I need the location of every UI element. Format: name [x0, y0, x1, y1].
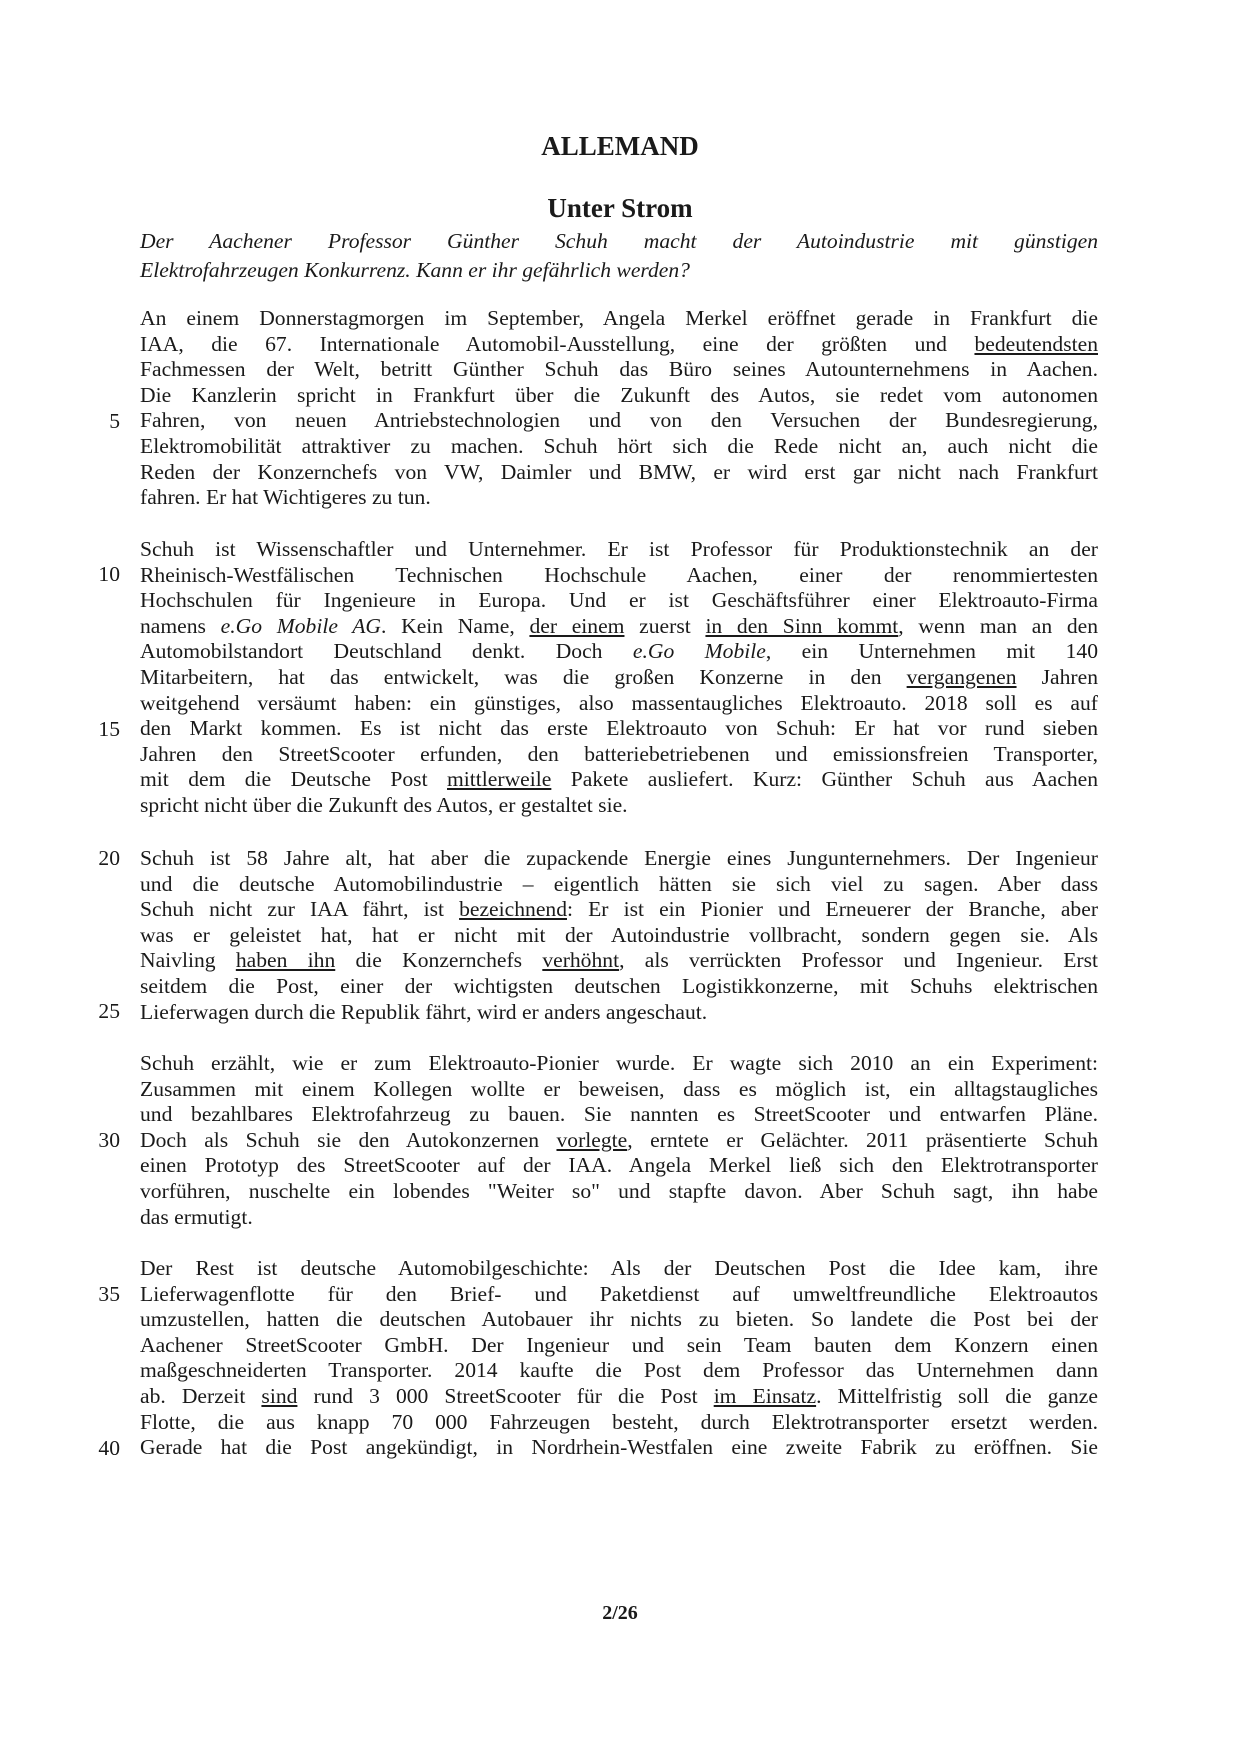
underlined-term: mittlerweile [447, 767, 552, 792]
text-line [140, 740, 1098, 769]
text-line [140, 714, 1098, 743]
text-line [140, 458, 1098, 487]
text-line [140, 355, 1098, 384]
text-run: ab. Derzeit [140, 1384, 262, 1408]
text-run: die Konzernchefs [335, 948, 543, 973]
line-number: 30 [98, 1128, 120, 1152]
text-run: Schuh nicht zur IAA fährt, ist [140, 897, 460, 922]
text-run: Hochschulen für Ingenieure in Europa. Und er ist Geschäftsführer einer Elektroauto-Firma [140, 588, 1098, 613]
text-line [140, 1151, 1098, 1180]
text-line [140, 765, 1098, 794]
text-run: und die deutsche Automobilindustrie – eigentlich hätten sie sich viel zu sagen. Aber dass [140, 871, 1098, 896]
underlined-term: vorlegte [556, 1127, 628, 1152]
text-line [140, 483, 1098, 512]
text-line [140, 1075, 1098, 1104]
text-run: mit dem die Deutsche Post [140, 767, 447, 792]
text-run: Jahren [1016, 665, 1098, 689]
text-run: Flotte, die aus knapp 70 000 Fahrzeugen besteht, durch Elektrotransporter ersetzt werden. [140, 1409, 1098, 1434]
underlined-term: der einem [529, 613, 625, 638]
text-run: : Er ist ein Pionier und Erneuerer der Branche, aber [567, 897, 1099, 922]
text-run: Reden der Konzernchefs von VW, Daimler und BMW, er wird erst gar nicht nach Frankfurt [140, 459, 1098, 484]
text-line [140, 1203, 1098, 1232]
text-line [140, 1254, 1098, 1283]
text-run: Naivling [140, 948, 236, 973]
text-run: . Kein Name, [381, 613, 530, 638]
text-run: Schuh ist 58 Jahre alt, hat aber die zupackende Energie eines Jungunternehmers. Der Ingenieur [140, 846, 1098, 870]
line-number: 40 [98, 1436, 120, 1460]
text-run: Automobilstandort Deutschland denkt. Doch [140, 639, 633, 664]
text-line [140, 535, 1098, 564]
text-run: Jahren den StreetScooter erfunden, den batteriebetriebenen und emissionsfreien Transporter, [140, 741, 1098, 766]
line-number: 15 [98, 717, 120, 741]
underlined-term: haben ihn [235, 948, 336, 973]
text-line [140, 406, 1098, 435]
underlined-term: sind [261, 1384, 298, 1408]
text-run: namens [140, 613, 221, 638]
underlined-term: in den Sinn kommt [705, 613, 899, 638]
underlined-term: vergangenen [906, 665, 1017, 689]
text-run: zuerst [624, 613, 706, 638]
text-line [140, 870, 1098, 899]
text-line [140, 663, 1098, 692]
text-run: Pakete ausliefert. Kurz: Günther Schuh aus Aachen [551, 767, 1098, 792]
text-run: Elektromobilität attraktiver zu machen. Schuh hört sich die Rede nicht an, auch nicht die [140, 434, 1098, 458]
text-run: , wenn man an den [898, 613, 1098, 638]
text-run: rund 3 000 StreetScooter für die Post [297, 1384, 714, 1408]
text-run: fahren. Er hat Wichtigeres zu tun. [140, 485, 431, 510]
text-line [140, 1356, 1098, 1385]
text-run: einen Prototyp des StreetScooter auf der IAA. Angela Merkel ließ sich den Elektrotransporter [140, 1153, 1098, 1178]
italic-name: e.Go Mobile AG [220, 613, 381, 638]
line-number: 20 [98, 846, 120, 870]
document-title: ALLEMAND [541, 131, 699, 161]
text-run: , erntete er Gelächter. 2011 präsentierte Schuh [627, 1127, 1098, 1152]
text-line [140, 304, 1098, 333]
text-line [140, 561, 1098, 590]
text-run: Aachener StreetScooter GmbH. Der Ingenieur und sein Team bauten dem Konzern einen [140, 1332, 1098, 1357]
text-run: , ein Unternehmen mit 140 [765, 639, 1098, 664]
text-run: seitdem die Post, einer der wichtigsten deutschen Logistikkonzerne, mit Schuhs elektrischen [140, 974, 1098, 998]
underlined-term: bezeichnend [459, 897, 567, 922]
text-line [140, 1100, 1098, 1129]
text-run: Mitarbeitern, hat das entwickelt, was die großen Konzerne in den [140, 665, 907, 689]
text-run: Die Kanzlerin spricht in Frankfurt über die Zukunft des Autos, sie redet vom autonomen [140, 382, 1098, 407]
lead-line: Elektrofahrzeugen Konkurrenz. Kann er ihr gefährlich werden? [140, 258, 690, 282]
text-run: , als verrückten Professor und Ingenieur. Erst [619, 948, 1099, 973]
underlined-term: im Einsatz [713, 1384, 817, 1408]
text-line [140, 330, 1098, 359]
text-run: maßgeschneiderten Transporter. 2014 kaufte die Post dem Professor das Unternehmen dann [140, 1358, 1098, 1383]
text-line [140, 1177, 1098, 1206]
italic-name: e.Go Mobile [632, 639, 766, 664]
line-number: 25 [98, 999, 120, 1023]
text-run: Fahren, von neuen Antriebstechnologien und von den Versuchen der Bundesregierung, [140, 408, 1098, 433]
text-line [140, 972, 1098, 1001]
text-line [140, 612, 1098, 641]
text-line [140, 844, 1098, 873]
text-run: IAA, die 67. Internationale Automobil-Ausstellung, eine der größten und [140, 331, 975, 356]
text-run: Lieferwagenflotte für den Brief- und Paketdienst auf umweltfreundliche Elektroautos [140, 1281, 1098, 1306]
text-line [140, 1280, 1098, 1309]
text-run: Lieferwagen durch die Republik fährt, wird er anders angeschaut. [140, 999, 708, 1024]
line-number: 35 [98, 1282, 120, 1306]
article-title: Unter Strom [547, 193, 693, 223]
text-line [140, 998, 1098, 1027]
text-line [140, 381, 1098, 410]
line-number: 5 [109, 409, 120, 433]
underlined-term: verhöhnt [542, 948, 620, 973]
text-run: Schuh ist Wissenschaftler und Unternehmer. Er ist Professor für Produktionstechnik an der [140, 537, 1098, 561]
text-line [140, 637, 1098, 666]
text-run: vorführen, nuschelte ein lobendes "Weiter so" und stapfte davon. Aber Schuh sagt, ihn habe [140, 1179, 1098, 1203]
text-line [140, 1433, 1098, 1462]
text-run: Zusammen mit einem Kollegen wollte er beweisen, dass es möglich ist, ein alltagstaugliches [140, 1076, 1098, 1101]
text-run: den Markt kommen. Es ist nicht das erste Elektroauto von Schuh: Er hat vor rund sieben [140, 716, 1098, 741]
text-run: weitgehend versäumt haben: ein günstiges, also massentaugliches Elektroauto. 2018 soll es auf [140, 690, 1098, 715]
page-number: 2/26 [602, 1602, 638, 1624]
text-line [140, 946, 1098, 975]
text-line [140, 921, 1098, 950]
text-run: An einem Donnerstagmorgen im September, Angela Merkel eröffnet gerade in Frankfurt die [140, 306, 1098, 330]
text-run: Der Rest ist deutsche Automobilgeschichte: Als der Deutschen Post die Idee kam, ihre [140, 1256, 1098, 1280]
text-line [140, 689, 1098, 718]
text-line [140, 791, 1098, 820]
text-run: Gerade hat die Post angekündigt, in Nordrhein-Westfalen eine zweite Fabrik zu eröffnen. Sie [140, 1435, 1098, 1460]
text-run: Schuh erzählt, wie er zum Elektroauto-Pionier wurde. Er wagte sich 2010 an ein Experiment: [140, 1051, 1098, 1075]
text-line [140, 1382, 1098, 1411]
text-line [140, 895, 1098, 924]
text-line [140, 1049, 1098, 1078]
text-run: umzustellen, hatten die deutschen Autobauer ihr nichts zu bieten. So landete die Post bei der [140, 1307, 1098, 1332]
text-line [140, 1408, 1098, 1437]
text-run: Fachmessen der Welt, betritt Günther Schuh das Büro seines Autounternehmens in Aachen. [140, 357, 1098, 382]
text-line [140, 586, 1098, 615]
text-run: das ermutigt. [140, 1204, 253, 1229]
underlined-term: bedeutendsten [974, 331, 1098, 356]
text-run: . Mittelfristig soll die ganze [816, 1384, 1098, 1408]
text-run: Rheinisch-Westfälischen Technischen Hochschule Aachen, einer der renommiertesten [140, 562, 1098, 587]
line-number: 10 [98, 562, 120, 586]
text-line [140, 1126, 1098, 1155]
text-run: was er geleistet hat, hat er nicht mit der Autoindustrie vollbracht, sondern gegen sie. Als [140, 922, 1098, 947]
text-run: Doch als Schuh sie den Autokonzernen [140, 1127, 557, 1152]
text-line [140, 1305, 1098, 1334]
text-run: spricht nicht über die Zukunft des Autos, er gestaltet sie. [140, 793, 628, 817]
text-line [140, 1331, 1098, 1360]
text-run: und bezahlbares Elektrofahrzeug zu bauen. Sie nannten es StreetScooter und entwarfen Pläne. [140, 1102, 1098, 1127]
text-line [140, 432, 1098, 461]
lead-line: Der Aachener Professor Günther Schuh macht der Autoindustrie mit günstigen [140, 229, 1098, 253]
